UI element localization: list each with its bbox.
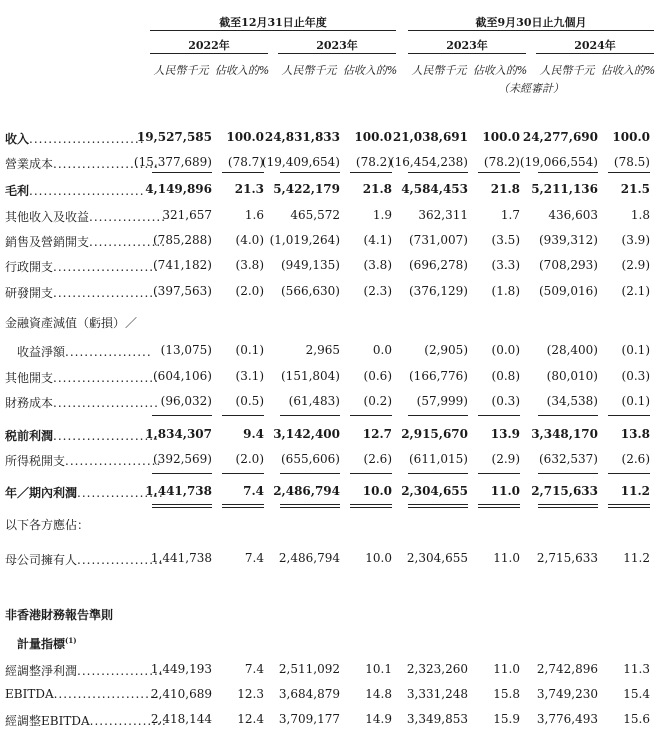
leader-dots: ......................	[53, 157, 159, 171]
cell-percent: 15.4	[623, 687, 650, 701]
cell-amount: 3,776,493	[536, 712, 598, 726]
total-double-rule	[222, 504, 264, 508]
cell-amount: (376,129)	[409, 284, 468, 298]
cell-amount: (13,075)	[160, 343, 212, 357]
col-header-rmb: 人民幣千元	[153, 64, 209, 77]
row-label	[5, 314, 137, 331]
cell-percent: (2.9)	[621, 258, 650, 272]
cell-percent: 12.3	[237, 687, 264, 701]
cell-amount: 2,304,655	[401, 484, 468, 498]
row-label-text: 營業成本	[5, 157, 54, 171]
cell-amount: (16,454,238)	[389, 155, 468, 169]
cell-amount: (19,409,654)	[261, 155, 340, 169]
cell-percent: (4.0)	[235, 233, 264, 247]
leader-dots: ..................	[65, 345, 152, 359]
subtotal-rule	[538, 172, 598, 173]
subtotal-rule	[280, 415, 340, 416]
cell-amount: (57,999)	[416, 394, 468, 408]
cell-percent: (4.1)	[363, 233, 392, 247]
cell-amount: 19,527,585	[136, 130, 212, 144]
cell-percent: 14.9	[365, 712, 392, 726]
cell-amount: (15,377,689)	[133, 155, 212, 169]
leader-dots: ......................	[53, 371, 159, 385]
cell-percent: 7.4	[244, 662, 264, 676]
row-label-text: 收益淨額	[5, 345, 66, 359]
period-header-year: 截至12月31日止年度	[219, 16, 327, 29]
row-label-text: 年／期內利潤	[5, 486, 78, 500]
cell-amount: 465,572	[290, 208, 340, 222]
subtotal-rule	[478, 415, 520, 416]
subtotal-rule	[222, 172, 264, 173]
row-label-text: 毛利	[5, 184, 30, 198]
cell-percent: 7.4	[243, 484, 264, 498]
cell-amount: 5,422,179	[273, 182, 340, 196]
cell-percent: 12.7	[362, 427, 392, 441]
total-double-rule	[538, 504, 598, 508]
total-double-rule	[350, 504, 392, 508]
cell-amount: (80,010)	[546, 369, 598, 383]
leader-dots: ..................	[77, 553, 164, 567]
cell-percent: 15.8	[493, 687, 520, 701]
period-header-year-rule	[150, 30, 396, 31]
year-header-rule	[150, 53, 268, 54]
period-header-nine-months: 截至9月30日止九個月	[475, 16, 587, 29]
cell-amount: 362,311	[418, 208, 468, 222]
row-label-text: 其他開支	[5, 371, 54, 385]
cell-percent: (0.8)	[491, 369, 520, 383]
row-label	[5, 182, 145, 199]
subtotal-rule	[408, 473, 468, 474]
total-double-rule	[478, 504, 520, 508]
cell-amount: 4,584,453	[401, 182, 468, 196]
cell-percent: (2.6)	[363, 452, 392, 466]
cell-percent: (0.1)	[621, 343, 650, 357]
leader-dots: ................	[89, 714, 167, 728]
cell-percent: 100.0	[612, 130, 650, 144]
year-header-rule	[408, 53, 526, 54]
cell-amount: (397,563)	[153, 284, 212, 298]
cell-amount: (2,905)	[424, 343, 468, 357]
leader-dots: ..................	[77, 486, 164, 500]
row-label	[5, 484, 164, 501]
cell-percent: 10.0	[362, 484, 392, 498]
footnote-marker: (1)	[65, 636, 77, 645]
col-header-pct: 佔收入的%	[472, 64, 528, 77]
cell-percent: 1.7	[500, 208, 520, 222]
cell-percent: 14.8	[365, 687, 392, 701]
cell-amount: (566,630)	[281, 284, 340, 298]
cell-amount: 2,715,633	[536, 551, 598, 565]
leader-dots: ......................	[53, 687, 160, 701]
row-label	[5, 712, 167, 729]
cell-percent: 0.0	[372, 343, 392, 357]
cell-amount: 1,441,738	[150, 551, 212, 565]
cell-amount: (708,293)	[539, 258, 598, 272]
cell-amount: 24,277,690	[522, 130, 598, 144]
cell-amount: 2,418,144	[150, 712, 212, 726]
cell-amount: (96,032)	[160, 394, 212, 408]
row-label	[5, 233, 166, 250]
cell-amount: (61,483)	[288, 394, 340, 408]
cell-percent: 15.6	[623, 712, 650, 726]
cell-percent: 11.3	[623, 662, 650, 676]
cell-percent: 11.2	[620, 484, 650, 498]
cell-amount: 2,511,092	[278, 662, 340, 676]
cell-percent: (3.5)	[491, 233, 520, 247]
cell-percent: (0.1)	[235, 343, 264, 357]
row-label-text: 金融資產減值（虧損）／	[5, 316, 138, 330]
cell-amount: (151,804)	[281, 369, 340, 383]
cell-amount: 3,684,879	[278, 687, 340, 701]
subtotal-rule	[408, 415, 468, 416]
subtotal-rule	[222, 473, 264, 474]
subtotal-rule	[478, 172, 520, 173]
total-double-rule	[608, 504, 650, 508]
cell-percent: (0.3)	[491, 394, 520, 408]
cell-percent: (3.9)	[621, 233, 650, 247]
cell-amount: (611,015)	[409, 452, 468, 466]
cell-amount: 3,709,177	[278, 712, 340, 726]
cell-amount: 2,742,896	[536, 662, 598, 676]
cell-percent: 10.0	[365, 551, 392, 565]
subtotal-rule	[608, 172, 650, 173]
row-label	[5, 369, 159, 386]
cell-amount: (509,016)	[539, 284, 598, 298]
cell-percent: 13.9	[490, 427, 520, 441]
row-label-text: 行政開支	[5, 260, 54, 274]
cell-amount: (655,606)	[281, 452, 340, 466]
row-label	[5, 284, 159, 301]
leader-dots: ..................	[77, 664, 164, 678]
row-label	[5, 606, 113, 623]
cell-percent: 21.8	[490, 182, 520, 196]
cell-amount: 3,142,400	[273, 427, 340, 441]
cell-amount: 1,449,193	[150, 662, 212, 676]
cell-percent: (78.2)	[355, 155, 392, 169]
row-label-text: 母公司擁有人	[5, 553, 78, 567]
subtotal-rule	[280, 473, 340, 474]
cell-amount: (19,066,554)	[519, 155, 598, 169]
cell-amount: 2,965	[305, 343, 340, 357]
cell-percent: 13.8	[620, 427, 650, 441]
cell-amount: (1,019,264)	[269, 233, 340, 247]
row-label	[5, 394, 159, 411]
cell-amount: (696,278)	[409, 258, 468, 272]
cell-amount: 1,834,307	[145, 427, 212, 441]
subtotal-rule	[538, 473, 598, 474]
leader-dots: ................	[89, 235, 167, 249]
cell-amount: 5,211,136	[531, 182, 598, 196]
row-label-text: 收入	[5, 132, 30, 146]
col-header-pct: 佔收入的%	[342, 64, 398, 77]
cell-amount: 24,831,833	[264, 130, 340, 144]
cell-percent: (2.3)	[363, 284, 392, 298]
cell-amount: 2,323,260	[406, 662, 468, 676]
subtotal-rule	[152, 473, 212, 474]
cell-percent: 100.0	[482, 130, 520, 144]
total-double-rule	[280, 504, 340, 508]
cell-percent: 7.4	[244, 551, 264, 565]
col-header-pct: 佔收入的%	[600, 64, 656, 77]
cell-amount: (604,106)	[153, 369, 212, 383]
cell-percent: 11.0	[493, 662, 520, 676]
cell-percent: (3.8)	[235, 258, 264, 272]
row-label	[5, 635, 77, 652]
cell-percent: (2.6)	[621, 452, 650, 466]
col-header-pct: 佔收入的%	[214, 64, 270, 77]
subtotal-rule	[280, 172, 340, 173]
row-label	[5, 452, 161, 469]
cell-amount: (166,776)	[409, 369, 468, 383]
row-label-text: 經調整EBITDA	[5, 714, 90, 728]
subtotal-rule	[538, 415, 598, 416]
cell-amount: (949,135)	[281, 258, 340, 272]
cell-amount: (28,400)	[546, 343, 598, 357]
leader-dots: ......................	[53, 396, 159, 410]
row-label-text: EBITDA	[5, 687, 54, 701]
cell-amount: 321,657	[162, 208, 212, 222]
cell-amount: 3,749,230	[536, 687, 598, 701]
row-label-text: 其他收入及收益	[5, 210, 90, 224]
cell-percent: (3.8)	[363, 258, 392, 272]
cell-percent: (0.0)	[491, 343, 520, 357]
unaudited-note: （未經審計）	[498, 82, 564, 95]
row-label	[5, 343, 152, 360]
year-header-2024: 2024年	[574, 39, 616, 52]
cell-percent: (1.8)	[491, 284, 520, 298]
col-header-rmb: 人民幣千元	[281, 64, 337, 77]
cell-percent: (78.7)	[227, 155, 264, 169]
cell-percent: (78.2)	[483, 155, 520, 169]
cell-percent: 11.0	[490, 484, 520, 498]
row-label	[5, 427, 159, 444]
cell-percent: 11.2	[623, 551, 650, 565]
cell-percent: (78.5)	[613, 155, 650, 169]
row-label	[5, 130, 145, 147]
cell-percent: 21.3	[234, 182, 264, 196]
cell-percent: (0.6)	[363, 369, 392, 383]
cell-amount: 2,915,670	[401, 427, 468, 441]
leader-dots: ......................	[53, 260, 159, 274]
row-label	[5, 208, 166, 225]
leader-dots: ....................	[65, 454, 162, 468]
cell-amount: (392,569)	[153, 452, 212, 466]
subtotal-rule	[222, 415, 264, 416]
cell-percent: 21.5	[620, 182, 650, 196]
leader-dots: ......................	[53, 429, 159, 443]
cell-percent: 1.9	[372, 208, 392, 222]
subtotal-rule	[152, 172, 212, 173]
row-label-text: 所得税開支	[5, 454, 66, 468]
row-label-text: 經調整淨利潤	[5, 664, 78, 678]
row-label	[5, 687, 160, 701]
cell-amount: (632,537)	[539, 452, 598, 466]
cell-amount: 4,149,896	[145, 182, 212, 196]
cell-percent: 9.4	[243, 427, 264, 441]
row-label-text: 研發開支	[5, 286, 54, 300]
leader-dots: ......................	[53, 286, 159, 300]
cell-amount: (939,312)	[539, 233, 598, 247]
period-header-nine-months-rule	[408, 30, 654, 31]
cell-percent: (0.3)	[621, 369, 650, 383]
cell-percent: 100.0	[354, 130, 392, 144]
cell-percent: (2.9)	[491, 452, 520, 466]
row-label-text: 税前利潤	[5, 429, 54, 443]
cell-amount: (741,182)	[153, 258, 212, 272]
year-header-2023-nine: 2023年	[446, 39, 488, 52]
year-header-2023: 2023年	[316, 39, 358, 52]
cell-percent: 11.0	[493, 551, 520, 565]
leader-dots: ........................	[29, 132, 145, 146]
cell-percent: (2.0)	[235, 452, 264, 466]
col-header-rmb: 人民幣千元	[539, 64, 595, 77]
row-label-text: 非香港財務報告準則	[5, 608, 114, 622]
subtotal-rule	[478, 473, 520, 474]
cell-amount: 1,441,738	[145, 484, 212, 498]
subtotal-rule	[350, 415, 392, 416]
cell-percent: 21.8	[362, 182, 392, 196]
row-label-text: 銷售及營銷開支	[5, 235, 90, 249]
cell-percent: 12.4	[237, 712, 264, 726]
cell-amount: (34,538)	[546, 394, 598, 408]
cell-percent: (0.1)	[621, 394, 650, 408]
cell-amount: 2,486,794	[278, 551, 340, 565]
total-double-rule	[152, 504, 212, 508]
row-label-text: 以下各方應佔：	[5, 518, 90, 532]
cell-percent: 1.6	[244, 208, 264, 222]
cell-percent: 100.0	[226, 130, 264, 144]
cell-amount: 2,410,689	[150, 687, 212, 701]
cell-percent: (2.0)	[235, 284, 264, 298]
leader-dots: ................	[89, 210, 167, 224]
total-double-rule	[408, 504, 468, 508]
subtotal-rule	[152, 415, 212, 416]
cell-percent: 15.9	[493, 712, 520, 726]
row-label-text: 財務成本	[5, 396, 54, 410]
cell-amount: 2,304,655	[406, 551, 468, 565]
cell-percent: (2.1)	[621, 284, 650, 298]
row-label	[5, 662, 164, 679]
cell-percent: (0.5)	[235, 394, 264, 408]
row-label	[5, 516, 89, 533]
cell-amount: 2,486,794	[273, 484, 340, 498]
subtotal-rule	[350, 473, 392, 474]
cell-percent: (3.1)	[235, 369, 264, 383]
subtotal-rule	[608, 473, 650, 474]
cell-amount: (785,288)	[153, 233, 212, 247]
row-label	[5, 258, 159, 275]
year-header-rule	[536, 53, 654, 54]
cell-amount: (731,007)	[409, 233, 468, 247]
leader-dots: ........................	[29, 184, 145, 198]
year-header-rule	[278, 53, 396, 54]
cell-amount: 3,331,248	[406, 687, 468, 701]
cell-amount: 2,715,633	[531, 484, 598, 498]
cell-amount: 21,038,691	[392, 130, 468, 144]
subtotal-rule	[350, 172, 392, 173]
year-header-2022: 2022年	[188, 39, 230, 52]
cell-amount: 3,349,853	[406, 712, 468, 726]
col-header-rmb: 人民幣千元	[411, 64, 467, 77]
subtotal-rule	[408, 172, 468, 173]
cell-percent: (3.3)	[491, 258, 520, 272]
subtotal-rule	[608, 415, 650, 416]
cell-amount: 3,348,170	[531, 427, 598, 441]
cell-percent: (0.2)	[363, 394, 392, 408]
cell-percent: 1.8	[630, 208, 650, 222]
cell-amount: 436,603	[548, 208, 598, 222]
row-label-text: 計量指標	[5, 637, 66, 651]
row-label	[5, 551, 164, 568]
cell-percent: 10.1	[365, 662, 392, 676]
